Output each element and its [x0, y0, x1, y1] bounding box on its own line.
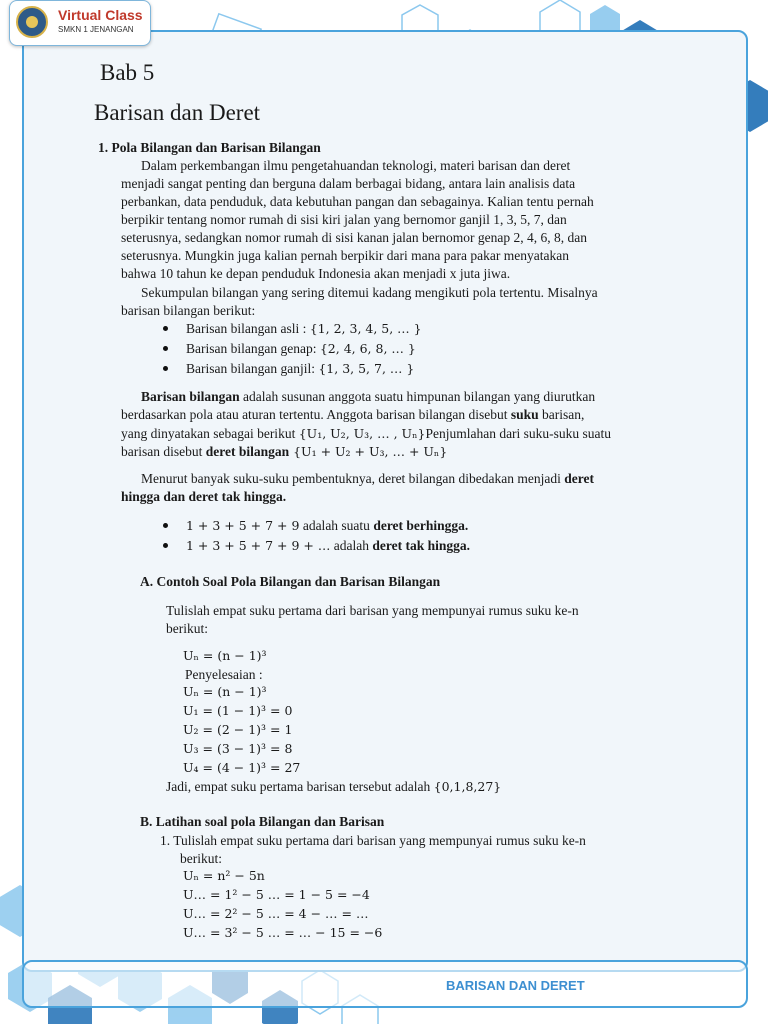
- paragraph-1-line: perbankan, data penduduk, data kebutuhan pangan dan sebagainya. Kalian tentu pernah: [121, 194, 594, 209]
- definition-text: Penjumlahan dari suku-suku suatu: [425, 426, 612, 441]
- bullet-dot: [163, 543, 168, 548]
- definition-text: barisan,: [538, 407, 585, 422]
- definition-line: [121, 406, 584, 424]
- term-bold: deret tak hingga.: [372, 538, 470, 553]
- definition-line: [141, 388, 595, 406]
- solution-step: U₂ = (2 − 1)³ = 1: [183, 722, 293, 737]
- chapter-label: Bab 5: [100, 60, 155, 85]
- section-b-heading: B. Latihan soal pola Bilangan dan Barisan: [140, 814, 385, 829]
- logo-title: Virtual Class: [58, 7, 143, 23]
- footer-label: BARISAN DAN DERET: [446, 978, 585, 993]
- page-title: Barisan dan Deret: [94, 100, 261, 125]
- term-bold: deret berhingga.: [373, 518, 469, 533]
- deret-line: [121, 488, 286, 506]
- term-bold: hingga dan deret tak hingga.: [121, 489, 287, 504]
- paragraph-2-line: barisan bilangan berikut:: [121, 303, 256, 318]
- bullet-label: Barisan bilangan asli :: [186, 321, 310, 336]
- logo-subtitle: SMKN 1 JENANGAN: [58, 25, 134, 34]
- question-text: Tulislah empat suku pertama dari barisan yang mempunyai rumus suku ke-n: [166, 603, 579, 618]
- paragraph-1-line: Dalam perkembangan ilmu pengetahuandan teknologi, materi barisan dan deret: [141, 158, 571, 173]
- bullet-item: [186, 360, 414, 378]
- bullet-item: [186, 340, 416, 358]
- deret-example: [186, 517, 468, 535]
- solution-step: Uₙ = (n − 1)³: [183, 684, 267, 699]
- bullet-dot: [163, 523, 168, 528]
- paragraph-1-line: menjadi sangat penting dan berguna dalam berbagai bidang, antara lain analisis data: [121, 176, 576, 191]
- math-expression: 1 + 3 + 5 + 7 + 9 + …: [186, 538, 331, 553]
- conclusion-text: Jadi, empat suku pertama barisan tersebut adalah: [166, 779, 434, 794]
- exercise-question: berikut:: [180, 851, 222, 866]
- solution-step: U₁ = (1 − 1)³ = 0: [183, 703, 293, 718]
- paragraph-2-line: Sekumpulan bilangan yang sering ditemui kadang mengikuti pola tertentu. Misalnya: [141, 285, 598, 300]
- paragraph-1-line: bahwa 10 tahun ke depan penduduk Indonesia akan menjadi x juta jiwa.: [121, 266, 511, 281]
- deret-line: [141, 470, 594, 488]
- definition-text: barisan disebut: [121, 444, 206, 459]
- definition-line: [121, 425, 611, 443]
- paragraph-1-line: seterusnya, sedangkan nomor rumah di sisi kanan jalan bernomor genap 2, 4, 6, 8, dan: [121, 230, 588, 245]
- example-text: adalah suatu: [299, 518, 374, 533]
- exercise-step: U… = 3² − 5 … = … − 15 = −6: [183, 925, 383, 940]
- term-bold: deret: [564, 471, 595, 486]
- solution-label: Penyelesaian :: [185, 667, 263, 682]
- math-set: {U₁, U₂, U₃, … , Uₙ}: [298, 426, 426, 441]
- section-1-heading: 1. Pola Bilangan dan Barisan Bilangan: [98, 140, 321, 155]
- math-expression: 1 + 3 + 5 + 7 + 9: [186, 518, 300, 533]
- bullet-dot: [163, 346, 168, 351]
- formula: Uₙ = (n − 1)³: [183, 648, 267, 663]
- math-set: {U₁ + U₂ + U₃, … + Uₙ}: [289, 444, 448, 459]
- exercise-step: U… = 1² − 5 … = 1 − 5 = −4: [183, 887, 370, 902]
- bullet-set: {2, 4, 6, 8, … }: [319, 341, 416, 356]
- math-set: {0,1,8,27}: [433, 779, 502, 794]
- question-text: berikut:: [166, 621, 208, 636]
- bullet-dot: [163, 366, 168, 371]
- deret-text: Menurut banyak suku-suku pembentuknya, deret bilangan dibedakan menjadi: [141, 471, 565, 486]
- conclusion: [166, 778, 501, 796]
- bullet-label: Barisan bilangan ganjil:: [186, 361, 319, 376]
- paragraph-1-line: seterusnya. Mungkin juga kalian pernah berpikir dari mana para pakar menyatakan: [121, 248, 569, 263]
- definition-line: [121, 443, 447, 461]
- deret-example: [186, 537, 470, 555]
- solution-step: U₃ = (3 − 1)³ = 8: [183, 741, 293, 756]
- definition-text: adalah susunan anggota suatu himpunan bilangan yang diurutkan: [239, 389, 596, 404]
- paragraph-1-line: berpikir tentang nomor rumah di sisi kiri jalan yang bernomor ganjil 1, 3, 5, 7, dan: [121, 212, 567, 227]
- term-bold: Barisan bilangan: [141, 389, 240, 404]
- exercise-question: 1. Tulislah empat suku pertama dari barisan yang mempunyai rumus suku ke-n: [160, 833, 586, 848]
- definition-text: yang dinyatakan sebagai berikut: [121, 426, 299, 441]
- bullet-label: Barisan bilangan genap:: [186, 341, 320, 356]
- solution-step: U₄ = (4 − 1)³ = 27: [183, 760, 301, 775]
- bullet-set: {1, 3, 5, 7, … }: [318, 361, 415, 376]
- term-bold: deret bilangan: [205, 444, 290, 459]
- example-text: adalah: [330, 538, 373, 553]
- bullet-dot: [163, 326, 168, 331]
- term-bold: suku: [510, 407, 539, 422]
- exercise-step: Uₙ = n² − 5n: [183, 868, 265, 883]
- definition-text: berdasarkan pola atau aturan tertentu. Anggota barisan bilangan disebut: [121, 407, 511, 422]
- bullet-set: {1, 2, 3, 4, 5, … }: [309, 321, 422, 336]
- exercise-step: U… = 2² − 5 … = 4 − … = …: [183, 906, 369, 921]
- section-a-heading: A. Contoh Soal Pola Bilangan dan Barisan Bilangan: [140, 574, 441, 589]
- bullet-item: [186, 320, 422, 338]
